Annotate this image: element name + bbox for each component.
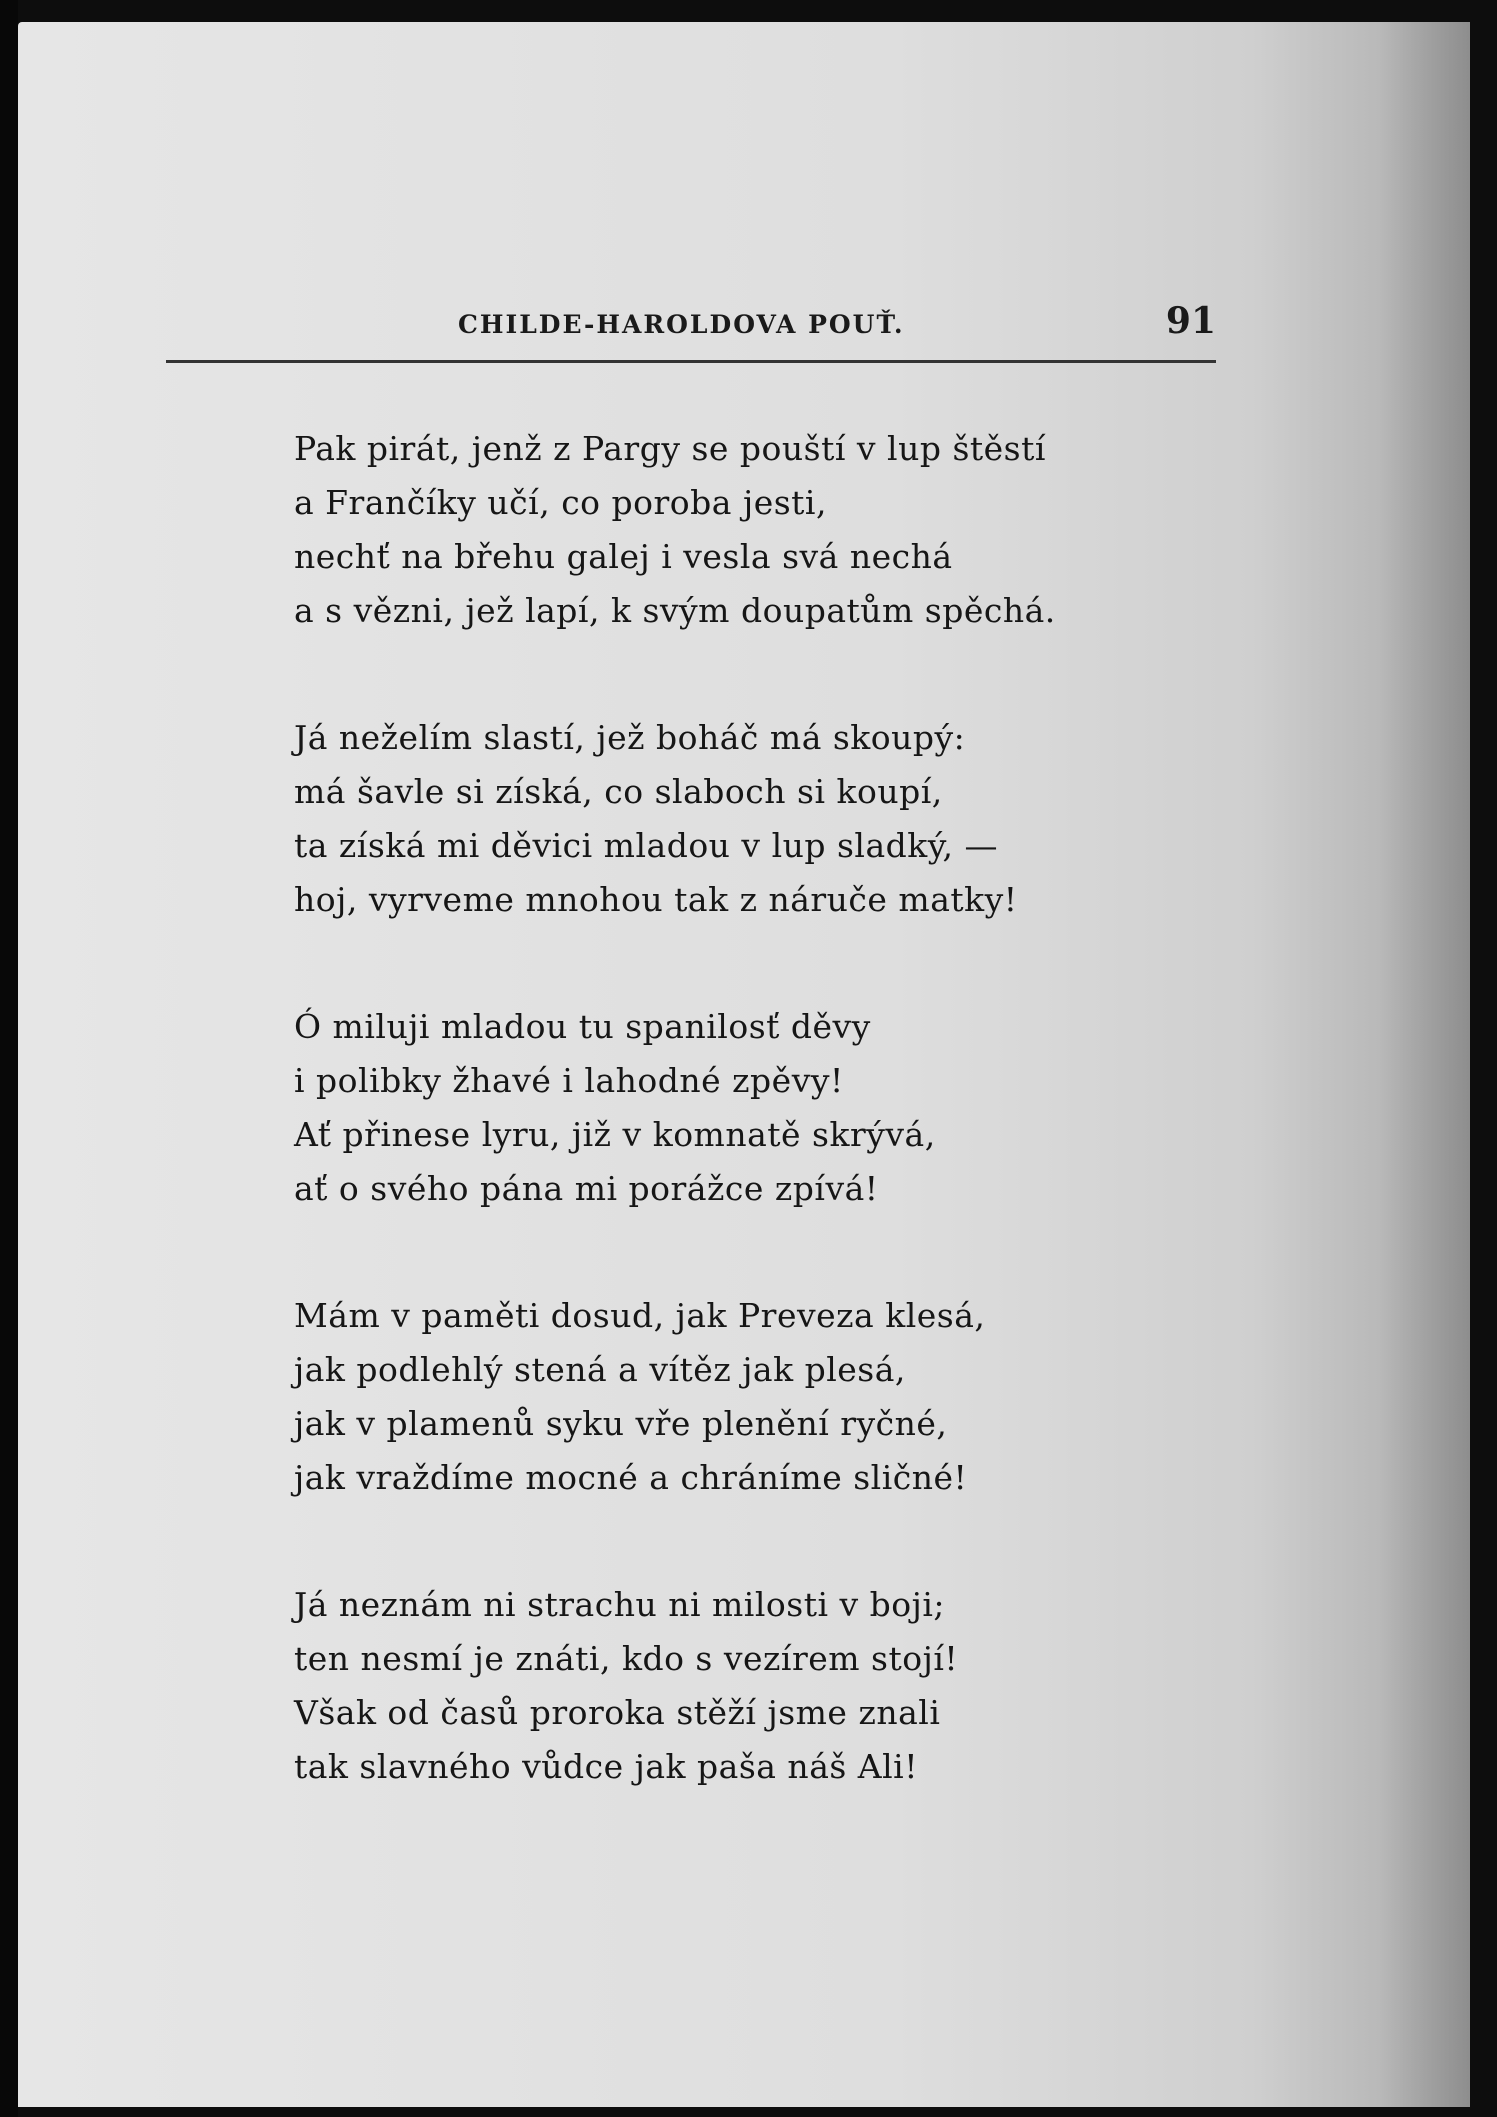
poem-text — [294, 422, 1294, 1867]
poem-line: má šavle si získá, co slaboch si koupí, — [294, 772, 943, 811]
poem-line: tak slavného vůdce jak paša náš Ali! — [294, 1747, 918, 1786]
poem-line: Ó miluji mladou tu spanilosť děvy — [294, 1007, 871, 1046]
poem-line: Já neželím slastí, jež boháč má skoupý: — [294, 718, 966, 757]
poem-line: Mám v paměti dosud, jak Preveza klesá, — [294, 1296, 986, 1335]
poem-line: ať o svého pána mi porážce zpívá! — [294, 1169, 879, 1208]
poem-line: nechť na břehu galej i vesla svá nechá — [294, 537, 953, 576]
stanza — [294, 1578, 1294, 1794]
poem-line: a s vězni, jež lapí, k svým doupatům spěchá. — [294, 591, 1056, 630]
stanza — [294, 422, 1294, 638]
poem-line: ta získá mi děvici mladou v lup sladký, — — [294, 826, 999, 865]
header-rule — [166, 360, 1216, 363]
running-title: CHILDE-HAROLDOVA POUŤ. — [458, 310, 905, 339]
poem-line: jak podlehlý stená a vítěz jak plesá, — [294, 1350, 906, 1389]
poem-line: jak v plamenů syku vře plenění ryčné, — [294, 1404, 948, 1443]
poem-line: Pak pirát, jenž z Pargy se pouští v lup štěstí — [294, 429, 1046, 468]
scan-border — [0, 0, 18, 2117]
poem-line: jak vraždíme mocné a chráníme sličné! — [294, 1458, 968, 1497]
poem-line: ten nesmí je znáti, kdo s vezírem stojí! — [294, 1639, 959, 1678]
page-number: 91 — [1165, 300, 1216, 342]
stanza — [294, 1289, 1294, 1505]
poem-line: i polibky žhavé i lahodné zpěvy! — [294, 1061, 844, 1100]
page-header — [166, 300, 1216, 360]
stanza — [294, 711, 1294, 927]
poem-line: Ať přinese lyru, již v komnatě skrývá, — [294, 1115, 936, 1154]
poem-line: a Frančíky učí, co poroba jesti, — [294, 483, 827, 522]
poem-line: hoj, vyrveme mnohou tak z náruče matky! — [294, 880, 1018, 919]
poem-line: Já neznám ni strachu ni milosti v boji; — [294, 1585, 946, 1624]
stanza — [294, 1000, 1294, 1216]
poem-line: Však od časů proroka stěží jsme znali — [294, 1693, 941, 1732]
